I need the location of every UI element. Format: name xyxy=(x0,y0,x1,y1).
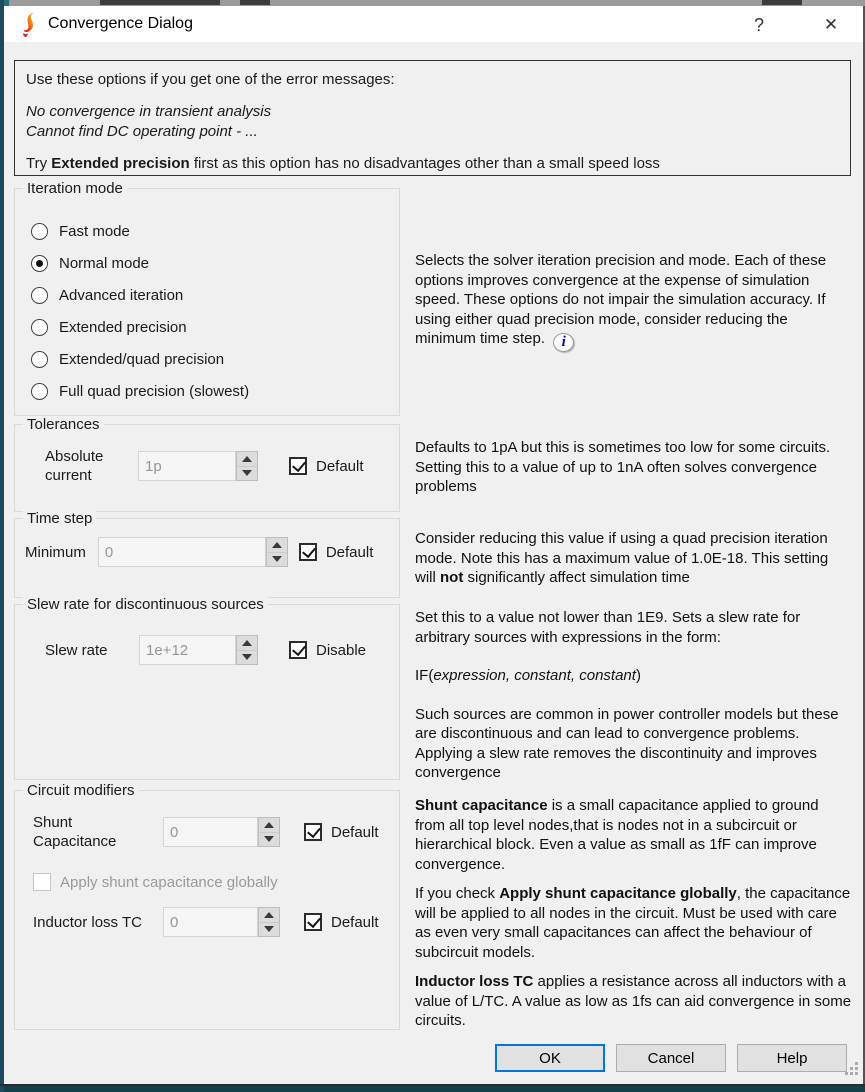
absolute-current-spinner xyxy=(236,451,258,481)
shunt-capacitance-input xyxy=(163,817,258,847)
error-message-2: Cannot find DC operating point - ... xyxy=(26,123,258,140)
titlebar-help-button[interactable]: ? xyxy=(744,11,774,39)
circuit-modifiers-group xyxy=(14,782,400,1030)
radio-label: Normal mode xyxy=(59,254,150,272)
spinner-up-icon xyxy=(259,818,279,832)
background-artifact xyxy=(762,0,802,5)
simetrix-logo-icon xyxy=(20,12,40,38)
background-artifact xyxy=(100,0,220,5)
inductor-default-label: Default xyxy=(331,913,379,931)
spinner-down-icon xyxy=(259,832,279,847)
circuit-modifiers-description xyxy=(415,796,852,1031)
radio-label: Fast mode xyxy=(59,222,130,240)
inductor-loss-tc-input xyxy=(163,907,258,937)
group-title-iteration-mode: Iteration mode xyxy=(23,180,127,197)
spinner-up-icon xyxy=(237,452,257,466)
radio-label: Extended precision xyxy=(59,318,187,336)
radio-advanced-iteration[interactable] xyxy=(31,279,389,311)
apply-shunt-globally-label: Apply shunt capacitance globally xyxy=(60,873,278,891)
slew-rate-disable-label: Disable xyxy=(316,641,367,659)
radio-normal-mode[interactable] xyxy=(31,247,389,279)
spinner-down-icon xyxy=(259,922,279,937)
spinner-up-icon xyxy=(259,908,279,922)
tolerances-description: Defaults to 1pA but this is sometimes too low for some circuits. Setting this to a value of up to 1nA often solves convergence problems xyxy=(415,439,831,495)
circuit-description-p1: Shunt capacitance is a small capacitance applied to ground from all top level nodes,that is nodes not in a subcircuit or hierarchical block. Even a value as small as 1fF can improve convergence. xyxy=(415,797,819,873)
spinner-down-icon xyxy=(237,650,257,665)
inductor-loss-tc-label: Inductor loss TC xyxy=(33,913,142,931)
time-step-default-checkbox[interactable] xyxy=(299,543,317,561)
titlebar-close-button[interactable]: ✕ xyxy=(816,11,846,39)
group-title-time-step: Time step xyxy=(23,510,96,527)
circuit-description-p2: If you check Apply shunt capacitance globally, the capacitance will be applied to all nodes in the circuit. Must be used with care as even very small capacitances can affect the behaviour of subcircuit models. xyxy=(415,885,851,961)
absolute-current-input xyxy=(138,451,236,481)
time-step-default-label: Default xyxy=(325,543,374,561)
radio-full-quad-precision[interactable] xyxy=(31,375,389,407)
apply-shunt-globally-checkbox xyxy=(33,873,51,891)
slew-description-p1: Set this to a value not lower than 1E9. Sets a slew rate for arbitrary sources with expressions in the form: xyxy=(415,609,801,646)
radio-button[interactable] xyxy=(31,223,48,240)
background-artifact xyxy=(240,0,270,5)
radio-button[interactable] xyxy=(31,351,48,368)
iteration-description-text: Selects the solver iteration precision and mode. Each of these options improves convergence at the expense of simulation speed. These options do not impair the simulation accuracy. If using either quad precision mode, consider reducing the minimum time step. xyxy=(415,252,827,347)
radio-button[interactable] xyxy=(31,255,48,272)
minimum-label: Minimum xyxy=(25,543,86,561)
shunt-capacitance-label: Shunt Capacitance xyxy=(33,814,117,850)
radio-extended-precision[interactable] xyxy=(31,311,389,343)
time-step-group xyxy=(14,510,400,598)
info-intro-text: Use these options if you get one of the error messages: xyxy=(26,71,395,88)
tolerances-group xyxy=(14,416,400,512)
cancel-button[interactable]: Cancel xyxy=(616,1044,726,1072)
shunt-default-checkbox[interactable] xyxy=(304,823,322,841)
iteration-mode-description xyxy=(415,251,852,352)
spinner-down-icon xyxy=(267,552,287,567)
radio-label: Extended/quad precision xyxy=(59,350,225,368)
inductor-default-checkbox[interactable] xyxy=(304,913,322,931)
slew-rate-label: Slew rate xyxy=(45,641,108,659)
slew-rate-disable-checkbox[interactable] xyxy=(289,641,307,659)
spinner-down-icon xyxy=(237,466,257,481)
radio-label: Advanced iteration xyxy=(59,286,184,304)
slew-rate-spinner xyxy=(236,635,258,665)
shunt-capacitance-spinner xyxy=(258,817,280,847)
shunt-default-label: Default xyxy=(331,823,379,841)
ok-button[interactable]: OK xyxy=(495,1044,605,1072)
minimum-time-step-input xyxy=(98,537,266,567)
info-balloon-icon[interactable]: i xyxy=(553,333,574,352)
radio-fast-mode[interactable] xyxy=(31,215,389,247)
slew-rate-description xyxy=(415,608,852,783)
info-advice-text: Try Extended precision first as this option has no disadvantages other than a small speed loss xyxy=(26,155,660,172)
radio-extended-quad-precision[interactable] xyxy=(31,343,389,375)
absolute-current-label: Absolute current xyxy=(45,448,104,484)
inductor-loss-tc-spinner xyxy=(258,907,280,937)
info-message-box xyxy=(14,60,851,176)
slew-description-formula: IF(expression, constant, constant) xyxy=(415,667,641,684)
help-button[interactable]: Help xyxy=(737,1044,847,1072)
group-title-circuit-modifiers: Circuit modifiers xyxy=(23,782,139,799)
iteration-mode-group xyxy=(14,180,400,416)
title-bar[interactable] xyxy=(4,6,863,42)
circuit-description-p3: Inductor loss TC applies a resistance across all inductors with a value of L/TC. A value as low as 1fs can aid convergence in some circuits. xyxy=(415,973,852,1029)
background-window-strip-bottom xyxy=(0,1086,865,1092)
error-message-1: No convergence in transient analysis xyxy=(26,103,272,120)
radio-button[interactable] xyxy=(31,287,48,304)
radio-label: Full quad precision (slowest) xyxy=(59,382,250,400)
group-title-slew-rate: Slew rate for discontinuous sources xyxy=(23,596,268,613)
radio-button[interactable] xyxy=(31,319,48,336)
slew-rate-input xyxy=(139,635,236,665)
resize-grip[interactable] xyxy=(845,1062,859,1078)
spinner-up-icon xyxy=(267,538,287,552)
tolerances-default-checkbox[interactable] xyxy=(289,457,307,475)
window-border-bottom xyxy=(0,1084,865,1086)
time-step-description: Consider reducing this value if using a quad precision iteration mode. Note this has a maximum value of 1.0E-18. This setting will not significantly affect simulation time xyxy=(415,530,829,586)
radio-button[interactable] xyxy=(31,383,48,400)
tolerances-default-label: Default xyxy=(316,457,364,475)
window-border-left xyxy=(0,0,4,1092)
window-title: Convergence Dialog xyxy=(48,15,193,32)
group-title-tolerances: Tolerances xyxy=(23,416,104,433)
minimum-time-step-spinner xyxy=(266,537,288,567)
slew-description-p3: Such sources are common in power controller models but these are discontinuous and can lead to convergence problems. Applying a slew rate removes the discontinuity and improves convergence xyxy=(415,705,839,781)
slew-rate-group xyxy=(14,596,400,780)
spinner-up-icon xyxy=(237,636,257,650)
